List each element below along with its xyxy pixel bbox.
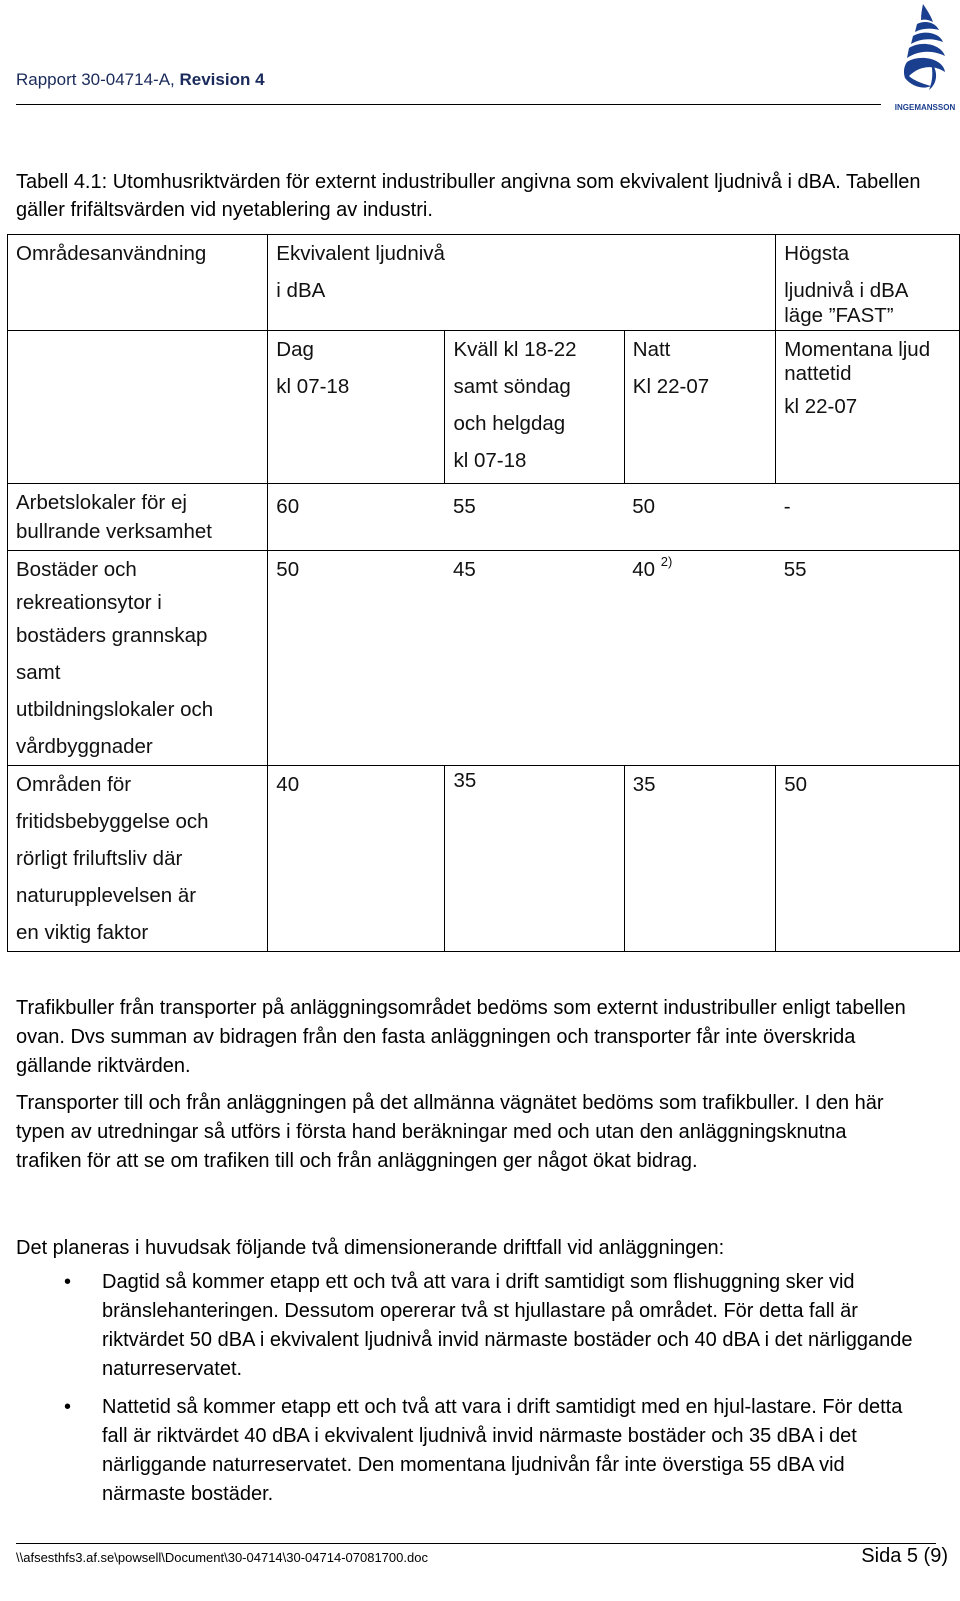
row-day: 60 bbox=[268, 484, 445, 551]
row-day: 40 bbox=[268, 766, 445, 952]
report-title bbox=[16, 70, 265, 90]
report-revision: Revision 4 bbox=[179, 70, 265, 89]
page-number: Sida 5 (9) bbox=[861, 1545, 948, 1567]
row-max: 50 bbox=[776, 766, 960, 952]
header-max-level: Högsta ljudnivå i dBA läge ”FAST” bbox=[776, 235, 960, 331]
header-equivalent-level: Ekvivalent ljudnivå i dBA bbox=[268, 235, 445, 331]
paragraph-operating-cases: Det planeras i huvudsak följande två dimensionerande driftfall vid anläggningen: bbox=[16, 1237, 725, 1259]
bullet-icon: • bbox=[64, 1396, 72, 1418]
report-number: Rapport 30-04714-A, bbox=[16, 70, 180, 89]
row-area: Bostäder och rekreationsytor i bostäders grannskap samt utbildningslokaler och vårdbyggnader bbox=[8, 551, 268, 766]
row-area: Arbetslokaler för ej bullrande verksamhet bbox=[8, 484, 268, 551]
table-header-row bbox=[8, 235, 960, 331]
logo-text: INGEMANSSON bbox=[894, 103, 956, 112]
table-row bbox=[8, 766, 960, 952]
footer-rule bbox=[16, 1543, 936, 1544]
row-max: - bbox=[776, 484, 960, 551]
table-subheader-row bbox=[8, 331, 960, 484]
subheader-evening: Kväll kl 18-22 samt söndag och helgdag kl 07-18 bbox=[445, 331, 624, 484]
row-area: Områden för fritidsbebyggelse och rörligt friluftsliv där naturupplevelsen är en viktig faktor bbox=[8, 766, 268, 952]
guideline-table bbox=[7, 234, 960, 952]
row-night: 40 $^{2)}$ bbox=[624, 551, 775, 766]
header-rule bbox=[16, 104, 881, 105]
header-area-use: Områdesanvändning bbox=[8, 235, 268, 331]
paragraph-traffic-noise: Trafikbuller från transporter på anläggningsområdet bedöms som externt industribuller enligt tabellen ovan. Dvs summan av bidragen från den fasta anläggningen och transporter får inte överskrida gällande riktvärden. bbox=[16, 997, 906, 1077]
row-max: 55 bbox=[776, 551, 960, 766]
subheader-day: Dag kl 07-18 bbox=[268, 331, 445, 484]
subheader-momentary: Momentana ljud nattetid kl 22-07 bbox=[776, 331, 960, 484]
table-row bbox=[8, 484, 960, 551]
list-item: • Nattetid så kommer etapp ett och två att vara i drift samtidigt med en hjul-lastare. För detta fall är riktvärdet 40 dBA i ekvivalent ljudnivå invid närmaste bostäder och 35 dBA i det närliggande naturreservatet. Den momentana ljudnivån får inte överstiga 55 dBA vid närmaste bostäder. bbox=[16, 1393, 916, 1509]
list-item: • Dagtid så kommer etapp ett och två att vara i drift samtidigt som flishuggning sker vid bränslehanteringen. Dessutom opererar två st hjullastare på området. För detta fall är riktvärdet 50 dBA i ekvivalent ljudnivå invid närmaste bostäder och 40 dBA i det närliggande naturreservatet. bbox=[16, 1268, 916, 1384]
operating-case-list bbox=[16, 1268, 916, 1518]
row-evening: 55 bbox=[445, 484, 624, 551]
table-row bbox=[8, 551, 960, 766]
document-path: \\afsesthfs3.af.se\powsell\Document\30-04714\30-04714-07081700.doc bbox=[16, 1550, 428, 1565]
bullet-icon: • bbox=[64, 1271, 72, 1293]
row-evening: 45 bbox=[445, 551, 624, 766]
row-evening: 35 bbox=[445, 766, 624, 952]
row-day: 50 bbox=[268, 551, 445, 766]
row-night: 50 bbox=[624, 484, 775, 551]
ingemansson-logo bbox=[893, 0, 957, 120]
paragraph-road-traffic: Transporter till och från anläggningen på det allmänna vägnätet bedöms som trafikbuller. I den här typen av utredningar så utförs i första hand beräkningar med och utan den anläggningsknutna trafiken för att se om trafiken till och från anläggningen ger något ökat bidrag. bbox=[16, 1092, 884, 1172]
table-caption: Tabell 4.1: Utomhusriktvärden för externt industribuller angivna som ekvivalent ljudnivå i dBA. Tabellen gäller frifältsvärden vid nyetablering av industri. bbox=[16, 171, 921, 221]
row-night: 35 bbox=[624, 766, 775, 952]
subheader-night: Natt Kl 22-07 bbox=[624, 331, 775, 484]
